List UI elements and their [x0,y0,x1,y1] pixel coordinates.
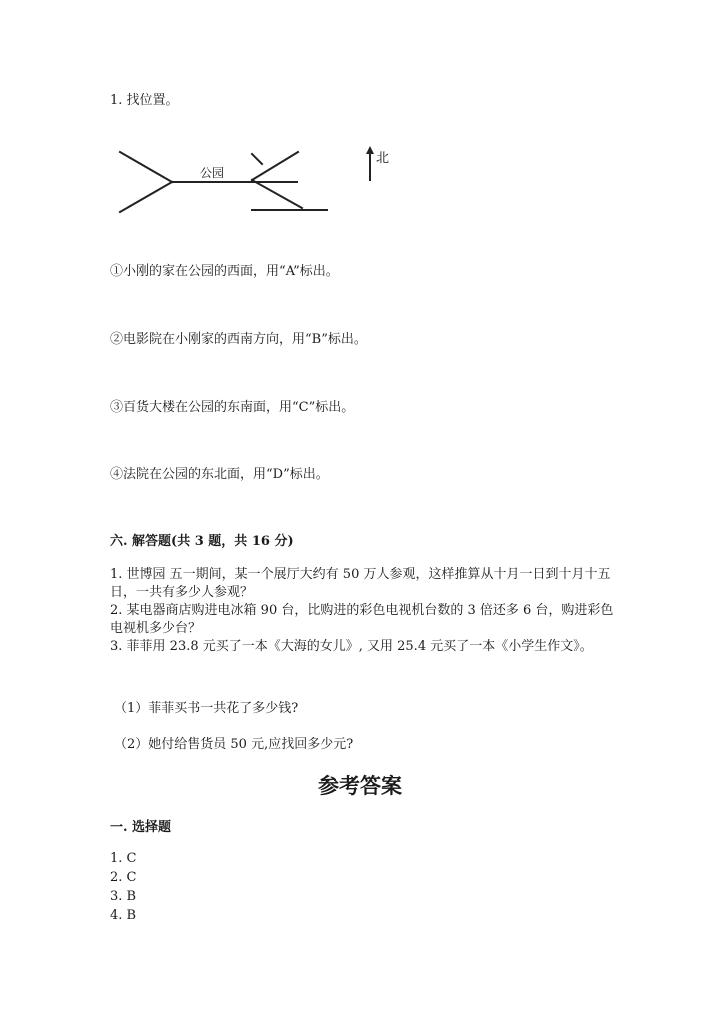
road-left-upper [120,152,172,182]
answer-item: 4. B [110,908,137,923]
problem-1: 1. 世博园 五一期间，某一个展厅大约有 50 万人参观，这样推算从十月一日到十月十五日，一共有多少人参观？ [110,567,611,600]
answer-item: 2. C [110,870,137,885]
sub-item-b: ②电影院在小刚家的西南方向，用“B”标出。 [110,332,367,347]
answers-section-heading: 一. 选择题 [110,820,172,835]
section-heading: 六. 解答题(共 3 题，共 16 分) [110,534,294,549]
park-label: 公园 [200,166,225,180]
road-left-lower [120,182,172,212]
answer-item: 3. B [110,889,137,904]
north-label: 北 [376,151,390,166]
problem-3: 3. 菲菲用 23.8 元买了一本《大海的女儿》, 又用 25.4 元买了一本《小学生作文》。 [110,639,593,654]
problem-3-part-1: （1）菲菲买书一共花了多少钱? [114,701,299,716]
road-right-short [252,154,262,164]
location-map [112,140,412,220]
question-title: 1. 找位置。 [110,93,179,108]
problem-3-part-2: （2）她付给售货员 50 元,应找回多少元? [114,737,354,752]
north-arrow-head [366,146,374,154]
problem-2: 2. 某电器商店购进电冰箱 90 台，比购进的彩色电视机台数的 3 倍还多 6 台，购进彩色电视机多少台？ [110,603,614,636]
road-right-diagonal [252,180,302,208]
problem-list [110,566,620,656]
sub-item-c: ③百货大楼在公园的东南面，用“C”标出。 [110,400,355,415]
answer-list [110,849,136,925]
sub-item-a: ①小刚的家在公园的西面，用“A”标出。 [110,264,339,279]
sub-item-d: ④法院在公园的东北面，用“D”标出。 [110,467,329,482]
answer-item: 1. C [110,851,137,866]
road-right-branch [252,152,298,180]
answers-title: 参考答案 [318,773,402,798]
